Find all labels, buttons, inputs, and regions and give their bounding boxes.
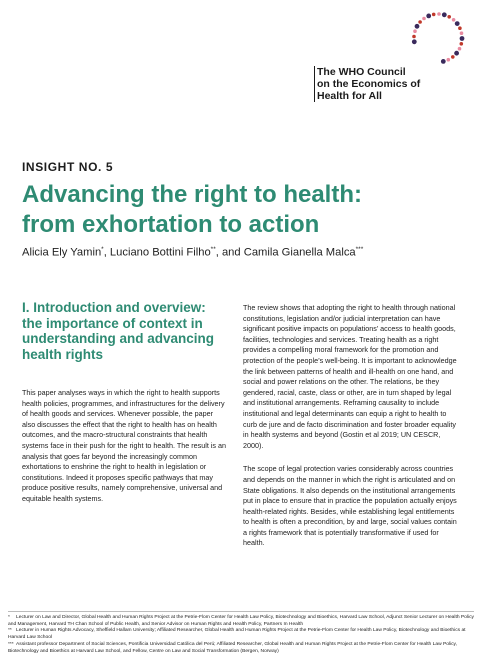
logo-dot [422,17,426,21]
author-separator: , and [215,246,244,259]
logo-dot [432,13,436,17]
footnote [8,615,474,628]
title-line: Advancing the right to health: [22,181,362,208]
who-council-dot-ring-logo [330,8,470,70]
right-column [243,303,458,562]
footnote [8,642,474,655]
author-separator: , [103,246,110,259]
logo-dot [454,51,459,56]
logo-dot [458,26,462,30]
council-name-line: Health for All [317,90,382,102]
logo-dot [412,35,416,39]
author-name: Alicia Ely Yamin [22,246,102,259]
logo-dot [460,42,464,46]
authors-line [22,246,462,259]
council-name-line: The WHO Council [317,66,406,78]
footnote-text: Assistant professor Department of Social Sciences, Pontificia Universidad Católica del Perú; Affiliated Researcher, Global Health and Human Rights Project at the Petrie-Flom Center for Health Law Policy, Biotechnology and Bioethics at Harvard Law School, and Fellow, Centre on Law and Social Transformation (Bergen, Norway) [8,641,457,654]
author-name: Camila Gianella Malca [243,246,356,259]
footnote-mark: * [8,615,10,620]
footnote [8,628,474,641]
author-mark: * [101,246,104,253]
logo-dot [418,20,422,24]
author-mark: *** [355,246,364,253]
footnote-mark: *** [8,641,14,647]
logo-dot [460,31,464,35]
logo-dot [447,58,451,62]
logo-dot [412,39,417,44]
footnote-mark: ** [8,628,12,634]
logo-dot [441,59,446,64]
page-title [22,180,462,240]
logo-dot [415,24,420,29]
logo-dot [460,36,465,41]
logo-dot [426,14,431,19]
body-paragraph: This paper analyses ways in which the right to health supports health policies, programmes, and infrastructures for the delivery of health goods and services. Whenever possible, the paper also discusses the effect that the right to health has on health outcomes, and the macro-structural constraints that health systems face in their push for the right to health. The result is an analysis that goes far beyond the increasingly common exhortations to enshrine the right to health in legislation or constitutions. Indeed it proposes specific pathways that may produce positive results, namely comprehensive, universal and equitable health systems. [22,388,227,503]
footnote-text: Lecturer on Law and Director, Global Health and Human Rights Project at the Petrie-Flom Center for Health Law Policy, Biotechnology and Bioethics, Harvard Law School, Adjunct Senior Lecturer on Health Policy and Management, Harvard TH Chan School of Public Health, and Senior Advisor on Human Rights and Health Policy, Partners In Health [8,615,474,627]
footnotes [8,611,474,655]
logo-dot [447,15,451,19]
logo-dot [442,12,447,17]
logo-dot [458,47,462,51]
title-line: from exhortation to action [22,211,320,238]
council-name-line: on the Economics of [317,78,421,90]
logo-dot [413,29,417,33]
logo-dot [451,55,455,59]
logo-dot [437,12,441,16]
author-name: Luciano Bottini Filho [109,246,211,259]
council-name [314,66,477,102]
section-heading: I. Introduction and overview: the importance of context in understanding and advancing health rights [22,300,215,362]
logo-dot [455,21,460,26]
body-paragraph: The scope of legal protection varies considerably across countries and depends on the manner in which the right is articulated and on State obligations. It also depends on the institutional arrangements put in place to ensure that in practice the population actually enjoys health-related rights. Besides, while establishing legal entitlements to health is often a precondition, by and large, social values contain a rights framework that is potentially transformative if used for health. [243,464,457,548]
footnote-text: Lecturer in Human Rights Advocacy, Sheffield Hallam University; Affiliated Researcher, Global Health and Human Rights Project at the Petrie-Flom Center for Health Law Policy, Biotechnology and Bioethics at Harvard Law School [8,628,466,641]
author-mark: ** [210,246,216,253]
body-paragraph: The review shows that adopting the right to health through national constitutions, legislation and/or judicial interpretation can have significant positive impacts on populations’ access to health goods, facilities, technologies and services. Treating health as a right provides a compelling moral framework for the promotion and protection of the people’s well-being. It is important to acknowledge the link between patterns of health and ill-health on one hand, and social and power relations on the other. The relations, be they gendered, racial, caste, class or other, are in turn shaped by legal and institutional arrangements. Reframing causality to include institutional and legal determinants can equip a right to health to curb de jure and de facto discrimination and foster broader equality in health systems and beyond (Gostin et al 2019; UN CESCR, 2000). [243,303,457,450]
insight-label: INSIGHT NO. 5 [22,160,114,174]
logo-dot [452,18,456,22]
